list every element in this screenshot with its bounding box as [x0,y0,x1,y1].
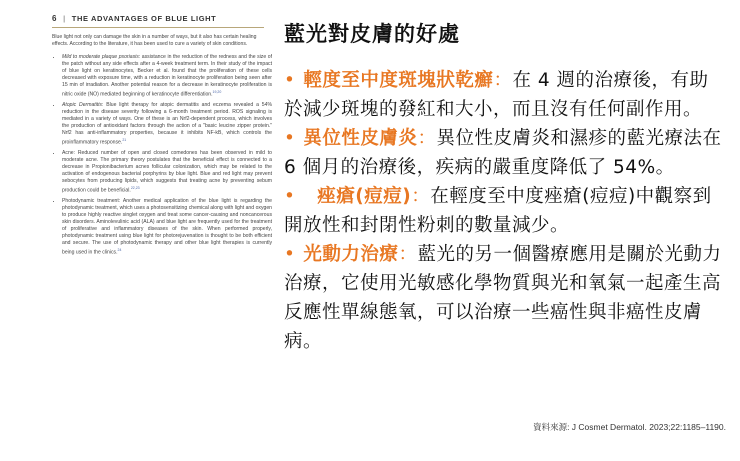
bullet-icon: • [284,70,296,91]
benefit-colon: ： [417,128,437,149]
paper-header [52,14,272,23]
benefit-text: 在 4 週的治療後，有助於減少斑塊的發紅和大小，而且沒有任何副作用。 [284,70,709,120]
benefit-colon: ： [493,70,513,91]
benefit-text: 在輕度至中度痤瘡(痘痘)中觀察到開放性和封閉性粉刺的數量減少。 [284,186,712,236]
paper-header-separator: | [63,14,66,23]
benefit-item-acne [284,182,724,240]
slide-title: 藍光對皮膚的好處 [284,22,460,46]
paper-item-term: Atopic Dermatitis [62,102,102,109]
paper-item-refs: 22,23 [130,185,140,190]
paper-item-acne [62,150,272,194]
paper-item-term: Acne [62,150,74,157]
benefit-colon: ： [411,186,431,207]
slide-content [280,0,735,461]
benefit-colon: ： [398,244,418,265]
journal-page-excerpt [52,14,272,454]
paper-header-rule [52,27,264,28]
benefit-term: 異位性皮膚炎 [303,128,418,149]
paper-running-title: THE ADVANTAGES OF BLUE LIGHT [71,14,217,23]
benefit-term: 輕度至中度斑塊狀乾癬 [303,70,494,91]
source-citation: 資料來源: J Cosmet Dermatol. 2023;22:1185–1190. [533,422,726,432]
paper-page-number: 6 [52,14,58,23]
paper-item-term: Mild to moderate plaque psoriasis [62,54,139,60]
benefit-item-psoriasis [284,66,724,124]
paper-intro: Blue light not only can damage the skin in a number of ways, but it also has certain healing effects. According to the literature, it has been used to cure a variety of skin conditions. [52,34,257,47]
paper-item-refs: 24 [117,247,122,252]
benefit-term: 痤瘡(痘痘) [303,186,412,207]
benefit-list [284,66,724,356]
paper-item-text: : Another medical application of the blue light is regarding the photodynamic treatment, which uses a photosensitizing chemical along with light and oxygen to produce highly reactive singlet oxygen and treat some cancer-causing and noncancerous skin disorders. Aminolevulinic acid (ALA) and blue light are frequently used for the treatment of proliferative and inflammatory diseases of the skin. When performed properly, photodynamic treatment using blue light for photorejuvenation is thought to be both efficient and secure. The use of photodynamic therapy and other blue light therapies is currently being used in the clinics. [62,198,272,256]
paper-item-text: : assistance in the reduction of the redness and the size of the patch without any side effects after a 4-week treatment term. In their study of the impact of blue light on keratinocytes, Becker et al. found that the proliferation of these cells decreased with exposure time, with a reduction in keratinocyte proliferation being seen after 15 min of irradiation. Another potential reason for a decrease in keratinocyte proliferation is nitric oxide (NO) mediated beginning of keratinocyte differentiation. [62,54,272,98]
paper-item-text: : Reduced number of open and closed comedones has been observed in mild to moderate acne. The primary theory postulates that the beneficial effect is connected to a decrease in Propionibacterium acnes follicular colonization, which may be related to the activation of endogenous bacterial porphyrins by blue light. Blue and red light may prevent sebocytes from producing lipids, which suggests that treating acne by preventing sebum production could be beneficial. [62,150,272,194]
paper-item-refs: 19,20 [212,89,222,94]
paper-item-term: Photodynamic treatment [62,198,119,205]
paper-item-photodynamic [62,198,272,256]
benefit-text: 異位性皮膚炎和濕疹的藍光療法在 6 個月的治療後，疾病的嚴重度降低了 54%。 [284,128,722,178]
bullet-icon: • [284,186,296,207]
paper-item-atopic [62,102,272,146]
paper-item-text: : Blue light therapy for atopic dermatitis and eczema revealed a 54% reduction in the disease severity following a 6-month treatment period. ROS signaling is mediated in a variety of ways. One of these is an Nrf2-dependent process, which involves the production of antioxidant factors through the action of a "basic leucine zipper protein." Nrf2 has anti-inflammatory properties, because it inhibits NF-kB, which controls the proinflammatory response. [62,102,272,146]
benefit-term: 光動力治療 [303,244,399,265]
paper-list [52,54,272,256]
bullet-icon: • [284,244,296,265]
benefit-text: 藍光的另一個醫療應用是關於光動力治療，它使用光敏感化學物質與光和氧氣一起產生高反應性單線態氧，可以治療一些癌性與非癌性皮膚病。 [284,244,722,352]
paper-item-psoriasis [62,54,272,98]
bullet-icon: • [284,128,296,149]
benefit-item-photodynamic [284,240,724,356]
benefit-item-atopic [284,124,724,182]
paper-item-refs: 21 [122,137,127,142]
